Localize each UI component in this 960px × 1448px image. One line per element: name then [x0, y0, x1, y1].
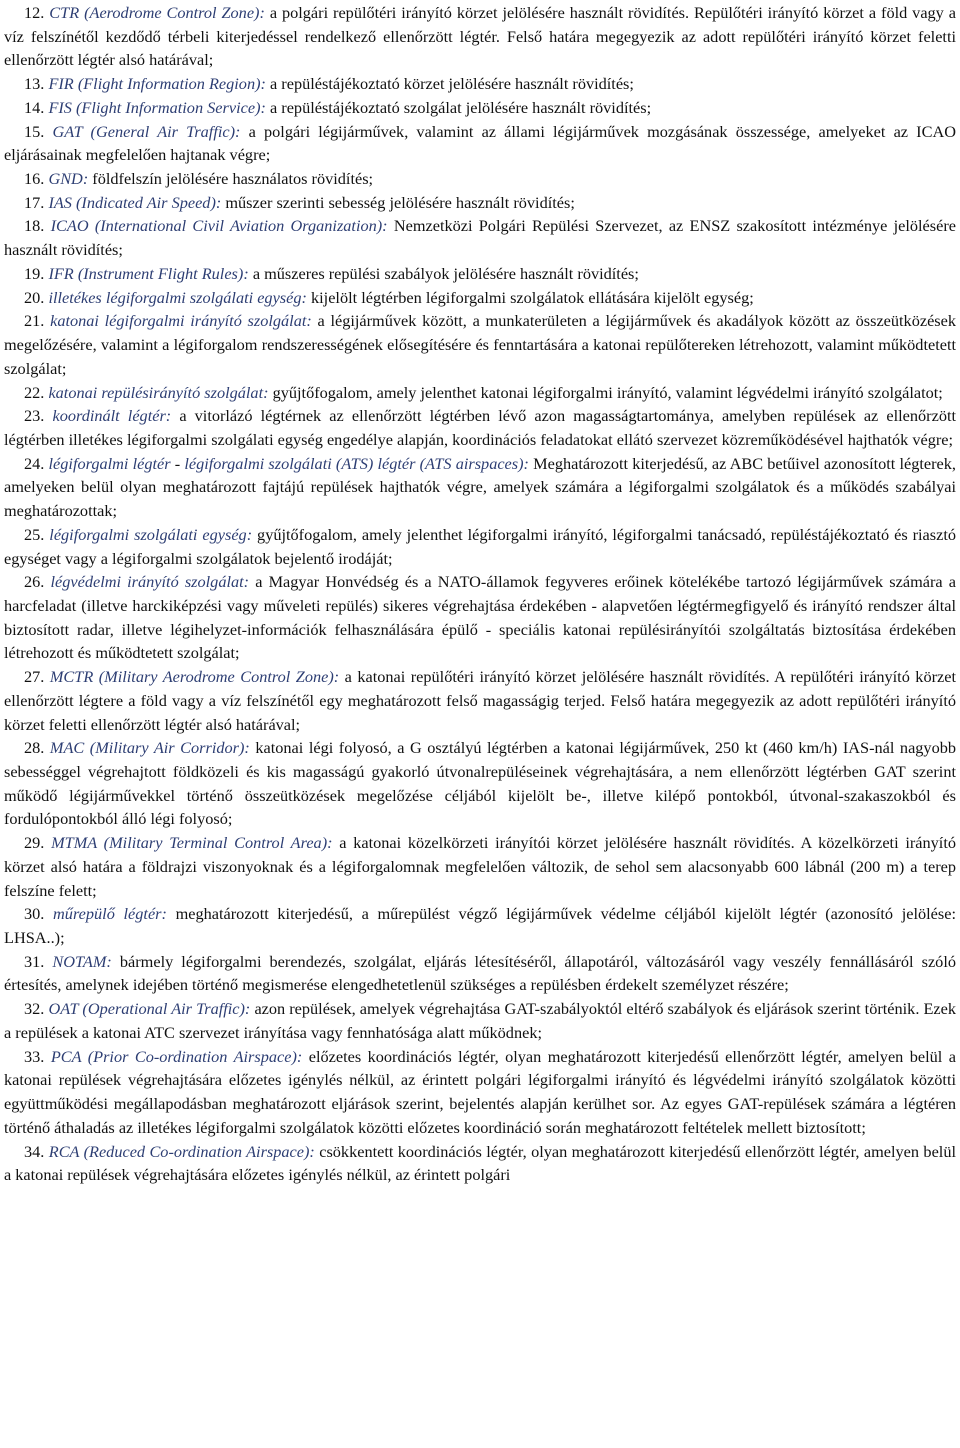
definition-entry [4, 950, 956, 997]
entry-term: MTMA (Military Terminal Control Area): [51, 833, 333, 853]
entry-definition: a katonai repülőtéri irányító körzet jelölésére használt rövidítés. A repülőtéri irányító körzet ellenőrzött légtere a föld vagy a víz felszínétől egy meghatározott felső magasságig terjed. Felső határa megegyezik az adott repülőtéri irányító körzet feletti ellenőrzött légtér alsó határával; [4, 667, 956, 734]
entry-definition: gyűjtőfogalom, amely jelenthet katonai légiforgalmi irányító, valamint légvédelmi irányító szolgálatot; [268, 382, 943, 402]
entry-term: műrepülő légtér: [53, 904, 167, 924]
entry-term: IFR (Instrument Flight Rules): [48, 263, 249, 283]
entry-term: légiforgalmi szolgálati egység: [49, 524, 253, 544]
entry-definition: a repüléstájékoztató körzet jelölésére használt rövidítés; [265, 74, 634, 94]
entry-definition: a polgári repülőtéri irányító körzet jelölésére használt rövidítés. Repülőtéri irányító körzet a föld vagy a víz felszínétől kezdődő térbeli kiterjedéssel rendelkező ellenőrzött légtér. Felső határa megegyezik az adott repülőtéri irányító körzet feletti ellenőrzött légtér alsó határával; [4, 3, 956, 70]
entry-number: 33. [24, 1046, 45, 1066]
entry-term-alt: légiforgalmi szolgálati (ATS) légtér (ATS airspaces): [184, 453, 529, 473]
definition-entry [4, 381, 956, 405]
definition-entry [4, 404, 956, 451]
entry-definition: a Magyar Honvédség és a NATO-államok fegyveres erőinek kötelékébe tartozó légijárművek számára a harcfeladat (illetve harckiképzési vagy műveleti repülés) sikeres végrehajtása érdekében - alapvetően légtérmegfigyelő és irányító rendszer által biztosított radar, illetve légihelyzet-információk felhasználására épülő - speciális katonai repülésirányítói szolgáltatás biztosítása érdekében létrehozott és működtetett szolgálat; [4, 572, 956, 663]
entry-number: 23. [24, 406, 45, 426]
entry-number: 24. [24, 453, 45, 473]
definition-entry [4, 309, 956, 380]
entry-number: 32. [24, 999, 45, 1019]
definition-entry [4, 665, 956, 736]
entry-number: 25. [24, 524, 45, 544]
entry-definition: a katonai közelkörzeti irányítói körzet jelölésére használt rövidítés. A közelkörzeti irányító körzet alsó határa a földrajzi viszonyoknak és a légiforgalomnak megfelelően változik, de sehol sem alacsonyabb 600 lábnál (200 m) a terep felszíne felett; [4, 833, 956, 900]
entry-definition: azon repülések, amelyek végrehajtása GAT-szabályoktól eltérő szabályok és eljárások szerint történik. Ezek a repülések a katonai ATC szervezet irányítása vagy fennhatósága alatt működnek; [4, 999, 957, 1042]
definition-entry [4, 902, 956, 949]
entry-number: 21. [24, 311, 45, 331]
entry-term: PCA (Prior Co-ordination Airspace): [50, 1046, 303, 1066]
entry-term: MAC (Military Air Corridor): [49, 738, 250, 758]
definition-entry [4, 1045, 956, 1140]
definition-entry [4, 262, 956, 286]
entry-number: 28. [24, 738, 45, 758]
entry-number: 20. [24, 287, 45, 307]
entry-term: OAT (Operational Air Traffic): [48, 999, 251, 1019]
definition-entry [4, 167, 956, 191]
entry-term: ICAO (International Civil Aviation Organization): [50, 216, 388, 236]
entry-number: 31. [24, 951, 45, 971]
entry-definition: a műszeres repülési szabályok jelölésére használt rövidítés; [248, 263, 639, 283]
entry-number: 13. [24, 74, 45, 94]
entry-number: 29. [24, 833, 45, 853]
definition-entry [4, 120, 956, 167]
entry-definition: a vitorlázó légtérnek az ellenőrzött légtérben lévő azon magasságtartománya, amelyben repülések az ellenőrzött légtérben illetékes légiforgalmi szolgálati egység engedélye alapján, koordinációs feladatokat ellátó szervezet közreműködésével hajthatók végre; [4, 406, 957, 449]
entry-term: légiforgalmi légtér [48, 453, 171, 473]
definition-entry [4, 1140, 956, 1187]
entry-number: 18. [24, 216, 45, 236]
entry-definition: Nemzetközi Polgári Repülési Szervezet, az ENSZ szakosított intézménye jelölésére használt rövidítés; [4, 216, 956, 260]
entry-term: FIS (Flight Information Service): [48, 97, 266, 117]
entry-number: 26. [24, 572, 45, 592]
entry-number: 17. [24, 192, 45, 212]
entry-definition: csökkentett koordinációs légtér, olyan meghatározott kiterjedésű ellenőrzött légtér, amelyen belül a katonai repülések végrehajtására előzetes igénylés nélkül, az érintett polgári [4, 1141, 956, 1185]
entry-definition: a repüléstájékoztató szolgálat jelölésére használt rövidítés; [265, 97, 652, 117]
entry-term: CTR (Aerodrome Control Zone): [49, 3, 265, 22]
entry-term: RCA (Reduced Co-ordination Airspace): [48, 1141, 315, 1161]
definition-entry [4, 452, 956, 523]
definition-entry [4, 214, 956, 261]
definition-entry [4, 570, 956, 665]
entry-term: koordinált légtér: [52, 406, 172, 426]
entry-term: NOTAM: [52, 951, 112, 971]
definition-entry [4, 1, 956, 72]
entry-number: 16. [24, 169, 45, 189]
entry-term: FIR (Flight Information Region): [48, 74, 266, 94]
entry-definition: földfelszín jelölésére használatos rövidítés; [88, 169, 374, 189]
entry-number: 19. [24, 263, 45, 283]
definition-entry [4, 191, 956, 215]
definition-entry [4, 96, 956, 120]
entry-term: katonai repülésirányító szolgálat: [48, 382, 269, 402]
entry-definition: gyűjtőfogalom, amely jelenthet légiforgalmi irányító, légiforgalmi tanácsadó, repüléstájékoztató és riasztó egységet vagy a légiforgalmi szolgálatok bejelentő irodáját; [4, 524, 956, 568]
entry-term: katonai légiforgalmi irányító szolgálat: [50, 311, 312, 331]
entry-number: 22. [24, 382, 45, 402]
entry-definition: bármely légiforgalmi berendezés, szolgálat, eljárás létesítéséről, állapotáról, változásáról vagy veszély fennállásáról szóló értesítés, amelynek idejében történő megismerése elengedhetetlenül szükséges a repülésben érdekelt személyzet részére; [4, 951, 956, 995]
entry-definition: előzetes koordinációs légtér, olyan meghatározott kiterjedésű ellenőrzött légtér, amelyen belül a katonai repülések végrehajtására előzetes igénylés nélkül, az érintett polgári légiforgalmi irányító és légvédelmi irányító szolgálatok közötti együttműködési megállapodásban meghatározott eljárások szerint, bejelentés alapján kerülhet sor. Az egyes GAT-repülések számára a légtéren történő áthaladás az illetékes légiforgalmi szolgálatok közötti előzetes koordináció során meghatározott feltételek mellett biztosított; [4, 1046, 956, 1137]
entry-term: illetékes légiforgalmi szolgálati egység: [48, 287, 307, 307]
definition-entry [4, 736, 956, 831]
definition-entry [4, 997, 956, 1044]
entry-definition: kijelölt légtérben légiforgalmi szolgálatok ellátására kijelölt egység; [306, 287, 754, 307]
entry-number: 34. [24, 1141, 45, 1161]
definition-entry [4, 72, 956, 96]
definition-entry [4, 831, 956, 902]
entry-separator: - [170, 453, 185, 473]
entry-number: 30. [24, 904, 45, 924]
entry-term: GND: [48, 169, 89, 189]
entry-term: MCTR (Military Aerodrome Control Zone): [49, 667, 340, 687]
entry-definition: a légijárművek között, a munkaterületen a légijárművek és akadályok között az összeütközések megelőzésére, valamint a légiforgalom rendszerességének elősegítésére és fenntartására a katonai repülőtereken létrehozott, valamint működtetett szolgálat; [4, 311, 956, 378]
entry-definition: katonai légi folyosó, a G osztályú légtérben a katonai légijárművek, 250 kt (460 km/h) IAS-nál nagyobb sebességgel végrehajtott földközeli és kis magasságú gyakorló útvonalrepüléseinek végrehajtására, a nem ellenőrzött légtérben GAT szerint működő légijárművekkel történő összeütközések megelőzése céljából kijelölt be-, illetve kilépő pontokból, útvonal-szakaszokból és fordulópontokból álló légi folyosó; [4, 738, 956, 829]
entry-number: 12. [24, 3, 45, 22]
entry-number: 15. [24, 121, 45, 141]
entry-definition: meghatározott kiterjedésű, a műrepülést végző légijárművek védelme céljából kijelölt légtér (azonosító jelölése: LHSA..); [4, 904, 956, 948]
entry-definition: Meghatározott kiterjedésű, az ABC betűivel azonosított légterek, amelyeken belül olyan meghatározott fajtájú repülések hajthatók végre, amelyek számára a légiforgalmi szolgálatok és a működés szabályai meghatározottak; [4, 453, 956, 521]
definition-entry [4, 286, 956, 310]
entry-term: IAS (Indicated Air Speed): [48, 192, 222, 212]
entry-number: 14. [24, 97, 45, 117]
entry-term: GAT (General Air Traffic): [52, 121, 241, 141]
definition-entry [4, 523, 956, 570]
entry-number: 27. [24, 667, 45, 687]
entry-definition: a polgári légijárművek, valamint az állami légijárművek mozgásának összessége, amelyeket az ICAO eljárásainak megfelelően hajtanak végre; [4, 121, 956, 165]
entry-term: légvédelmi irányító szolgálat: [50, 572, 250, 592]
entry-definition: műszer szerinti sebesség jelölésére használt rövidítés; [221, 192, 575, 212]
